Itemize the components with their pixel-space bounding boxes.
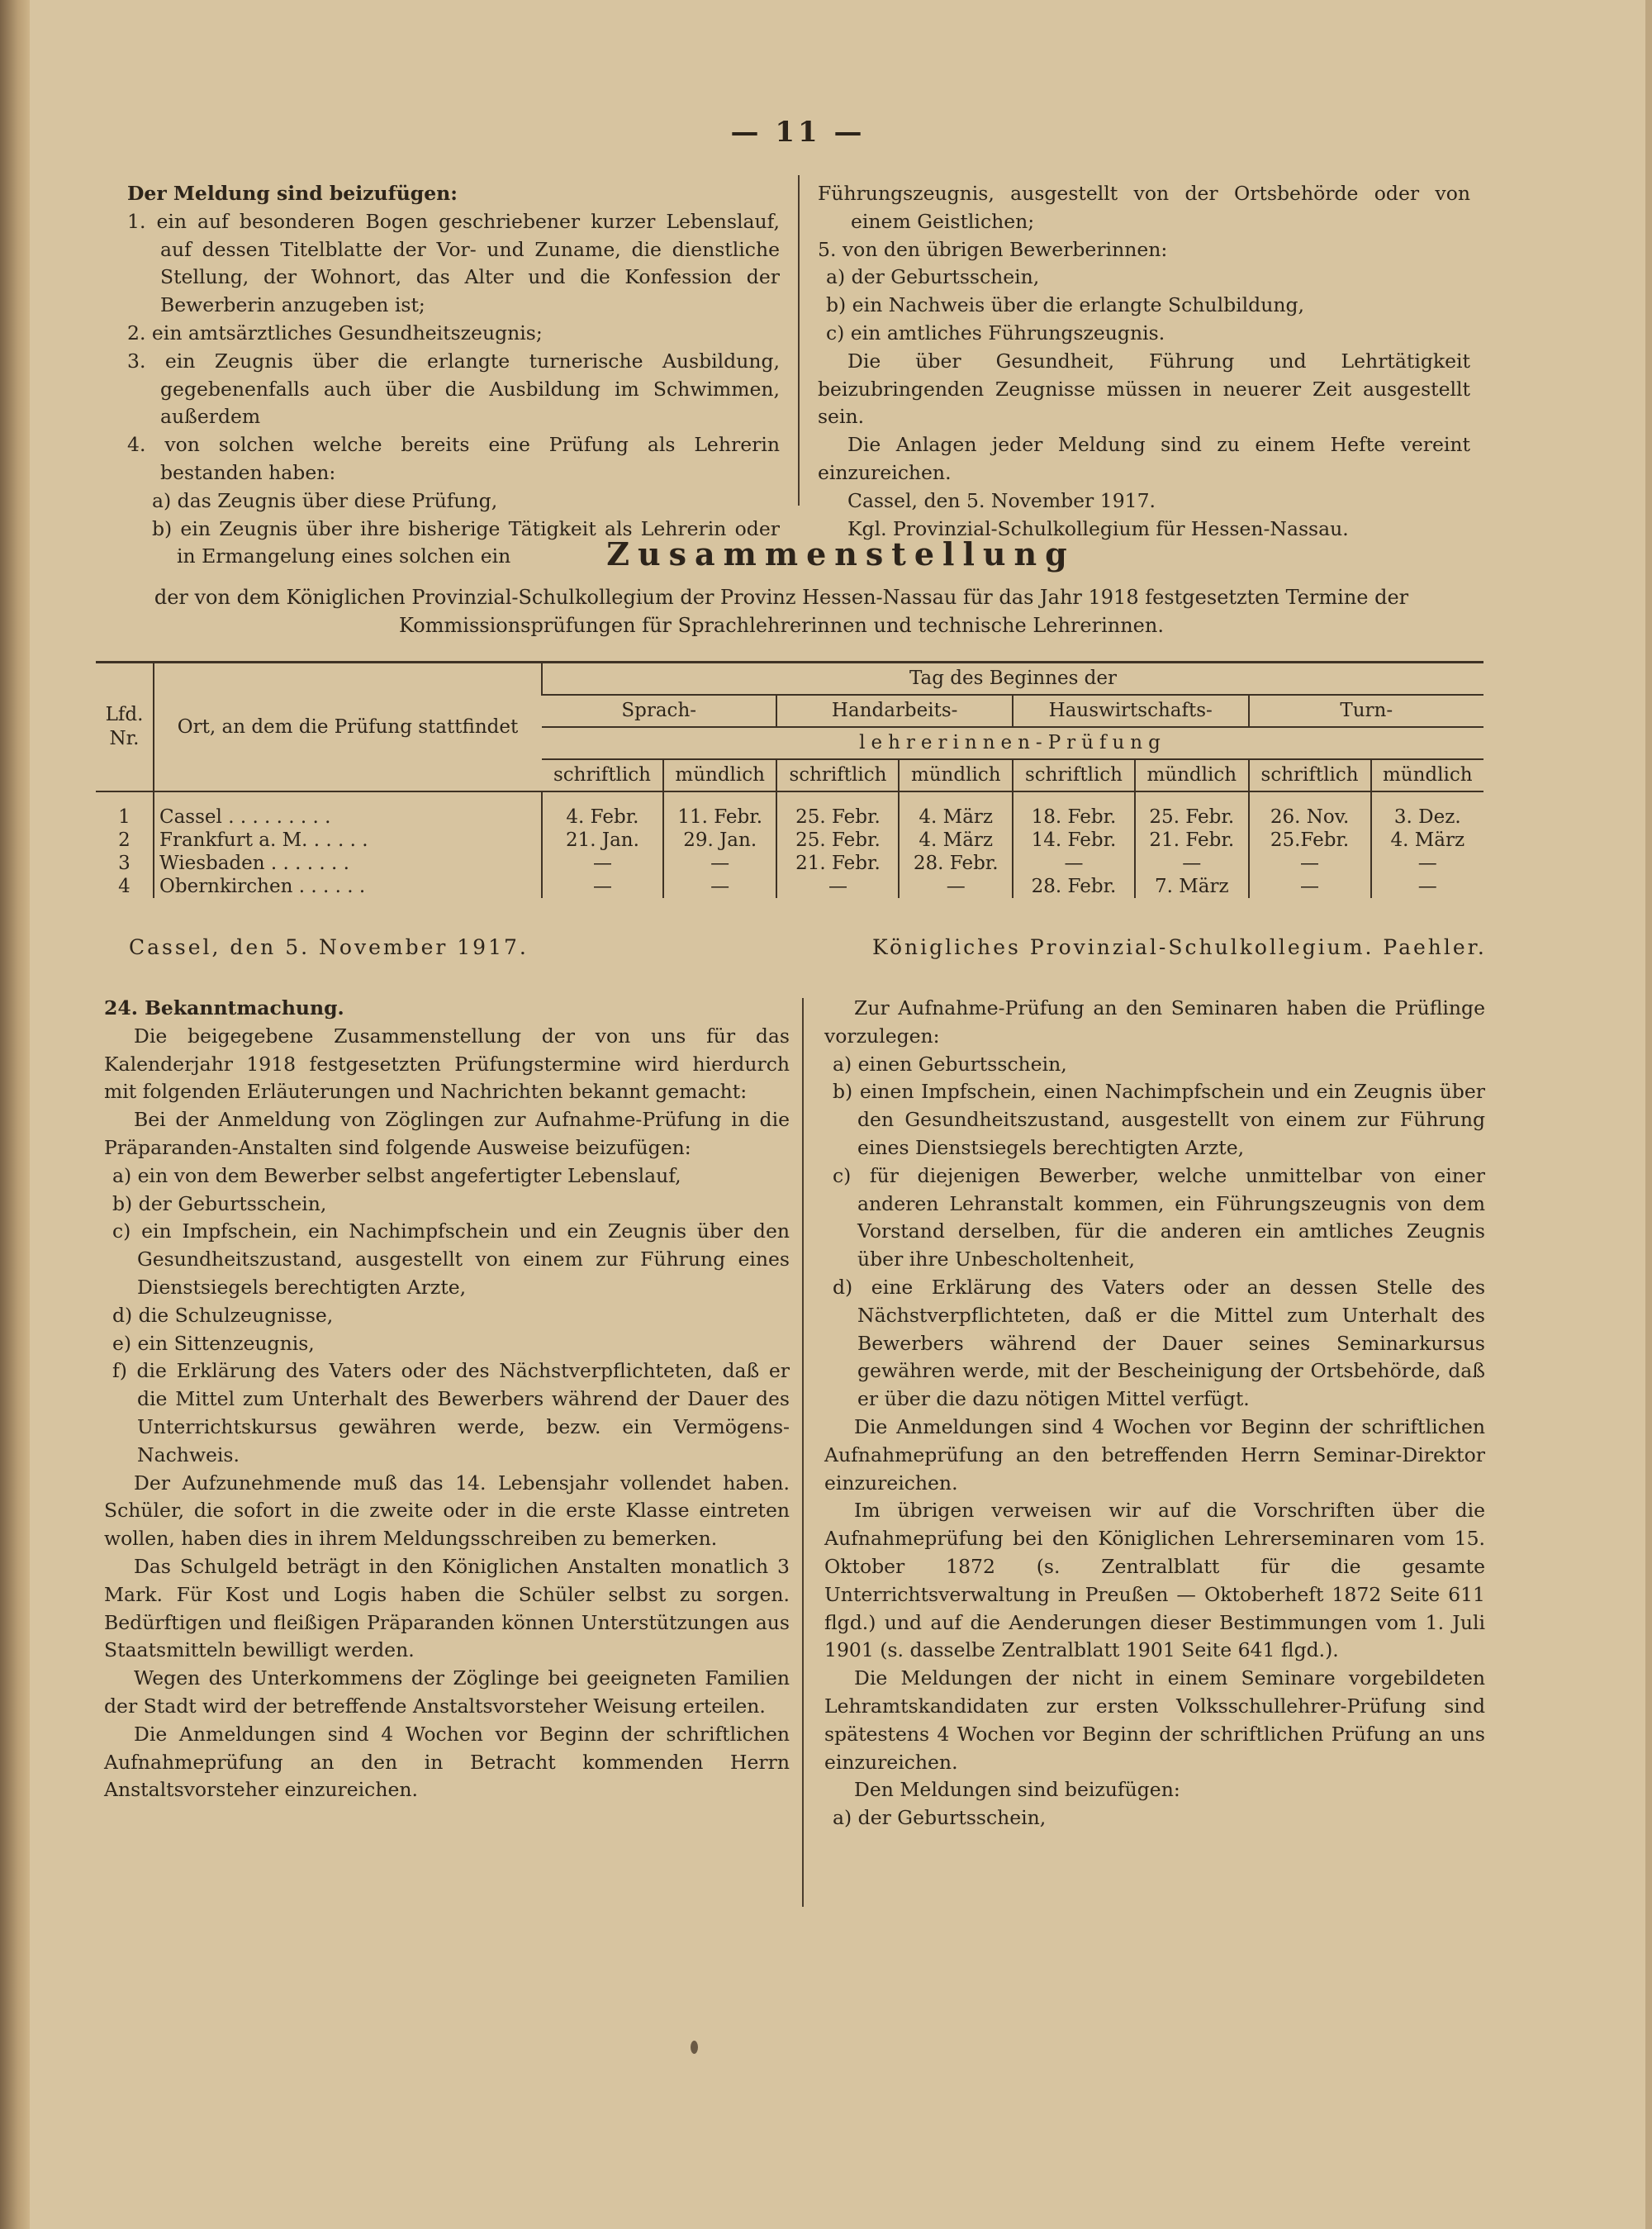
bottom-right-paragraph: Zur Aufnahme-Prüfung an den Seminaren haben die Prüflinge vorzulegen:: [824, 996, 1485, 1048]
cell-date: —: [1249, 852, 1371, 875]
table-row: [96, 829, 1483, 852]
cell-date: 7. März: [1135, 875, 1248, 898]
cell-date: 21. Febr.: [776, 852, 899, 875]
cell-date: —: [1249, 875, 1371, 898]
bottom-left-paragraph: Bei der Anmeldung von Zöglingen zur Aufnahme-Prüfung in die Präparanden-Anstalten sind folgende Ausweise beizufügen:: [104, 1108, 790, 1159]
header-group-hauswirtschaft: Hauswirtschafts-: [1013, 695, 1249, 727]
header-group-sprach: Sprach-: [542, 695, 776, 727]
cell-date: 21. Jan.: [542, 829, 663, 852]
table-row: [96, 875, 1483, 898]
cell-date: 4. März: [899, 829, 1012, 852]
cell-date: 25. Febr.: [776, 829, 899, 852]
bottom-left-paragraph: Die Anmeldungen sind 4 Wochen vor Beginn der schriftlichen Aufnahmeprüfung an den in Betracht kommenden Herrn Anstaltsvorsteher einzureichen.: [104, 1722, 790, 1802]
cell-ort: Cassel . . . . . . . . .: [154, 791, 542, 829]
cell-date: 18. Febr.: [1013, 791, 1135, 829]
cell-date: —: [1371, 875, 1483, 898]
cell-nr: 4: [118, 876, 131, 897]
cell-date: 4. März: [1371, 829, 1483, 852]
bottom-right-paragraph: Die Meldungen der nicht in einem Seminare vorgebildeten Lehramtskandidaten zur ersten Volksschullehrer-Prüfung sind spätestens 4 Wochen vor Beginn der schriftlichen Prüfung an uns einzureichen.: [824, 1666, 1485, 1774]
bottom-left-paragraph: Der Aufzunehmende muß das 14. Lebensjahr vollendet haben. Schüler, die sofort in die zweite oder in die erste Klasse eintreten wollen, haben dies in ihrem Meldungsschreiben zu bemerken.: [104, 1471, 790, 1551]
bottom-right-paragraph: b) einen Impfschein, einen Nachimpfschein und ein Zeugnis über den Gesundheitszustand, ausgestellt von einem zur Führung eines Dienstsiegels berechtigten Arzte,: [833, 1080, 1485, 1159]
top-right-column: [818, 180, 1470, 543]
cell-date: 28. Febr.: [1013, 875, 1135, 898]
cell-date: 25.Febr.: [1249, 829, 1371, 852]
bottom-left-paragraph: Wegen des Unterkommens der Zöglinge bei geeigneten Familien der Stadt wird der betreffende Anstaltsvorsteher Weisung erteilen.: [104, 1666, 790, 1718]
header-lfd-nr: Lfd. Nr.: [96, 663, 154, 792]
ink-blot: [691, 2041, 698, 2054]
bottom-right-paragraph: Die Anmeldungen sind 4 Wochen vor Beginn der schriftlichen Aufnahmeprüfung an den betreffenden Herrn Seminar-Direktor einzureichen.: [824, 1414, 1485, 1495]
top-left-paragraph: Der Meldung sind beizufügen:: [127, 182, 458, 205]
bottom-right-column: [824, 995, 1485, 1832]
header-muendlich: mündlich: [1135, 759, 1248, 791]
cell-ort: Wiesbaden . . . . . . .: [154, 852, 542, 875]
cell-nr: 2: [118, 829, 131, 851]
top-right-paragraph: Die über Gesundheit, Führung und Lehrtätigkeit beizubringenden Zeugnisse müssen in neuerer Zeit ausgestellt sein.: [818, 349, 1470, 429]
cell-date: —: [1135, 852, 1248, 875]
exam-schedule-table: [96, 661, 1483, 898]
header-ort: Ort, an dem die Prüfung stattfindet: [154, 663, 542, 792]
top-left-paragraph: b) ein Zeugnis über ihre bisherige Tätigkeit als Lehrerin oder in Ermangelung eines solchen ein: [152, 516, 780, 568]
cell-date: 25. Febr.: [776, 791, 899, 829]
top-left-paragraph: 4. von solchen welche bereits eine Prüfung als Lehrerin bestanden haben:: [127, 433, 780, 484]
cell-date: 14. Febr.: [1013, 829, 1135, 852]
bottom-left-paragraph: a) ein von dem Bewerber selbst angefertigter Lebenslauf,: [112, 1163, 681, 1187]
top-right-paragraph: Kgl. Provinzial-Schulkollegium für Hessen-Nassau.: [847, 516, 1349, 540]
bottom-left-paragraph: d) die Schulzeugnisse,: [112, 1303, 334, 1327]
bottom-right-paragraph: a) der Geburtsschein,: [833, 1806, 1047, 1830]
table-subtitle: der von dem Königlichen Provinzial-Schulkollegium der Provinz Hessen-Nassau für das Jahr 1918 festgesetzten Termine der Kommissionsprüfungen für Sprachlehrerinnen und technische Lehrerinnen.: [154, 586, 1409, 637]
header-schriftlich: schriftlich: [776, 759, 899, 791]
bottom-right-paragraph: Im übrigen verweisen wir auf die Vorschriften über die Aufnahmeprüfung bei den Königlichen Lehrerseminaren vom 15. Oktober 1872 (s. Zentralblatt für die gesamte Unterrichtsverwaltung in Preußen — Oktoberheft 1872 Seite 611 flgd.) und auf die Aenderungen dieser Bestimmungen vom 1. Juli 1901 (s. dasselbe Zentralblatt 1901 Seite 641 flgd.).: [824, 1499, 1485, 1662]
cell-date: —: [542, 875, 663, 898]
top-left-column: [127, 180, 780, 571]
top-right-paragraph: a) der Geburtsschein,: [826, 265, 1040, 289]
cell-date: —: [776, 875, 899, 898]
cell-date: —: [542, 852, 663, 875]
page-number: — 11 —: [730, 116, 866, 149]
column-divider-top: [798, 175, 800, 506]
cell-ort: Frankfurt a. M. . . . . .: [154, 829, 542, 852]
column-divider-bottom: [802, 998, 804, 1907]
bottom-left-paragraph: Das Schulgeld beträgt in den Königlichen Anstalten monatlich 3 Mark. Für Kost und Logis haben die Schüler selbst zu sorgen. Bedürftigen und fleißigen Präparanden können Unterstützungen aus Staatsmitteln bewilligt werden.: [104, 1554, 790, 1662]
cell-date: 25. Febr.: [1135, 791, 1248, 829]
top-right-paragraph: c) ein amtliches Führungszeugnis.: [826, 321, 1165, 345]
cell-date: —: [899, 875, 1012, 898]
bottom-left-paragraph: b) der Geburtsschein,: [112, 1191, 327, 1215]
bottom-left-paragraph: e) ein Sittenzeugnis,: [112, 1331, 315, 1355]
header-group-handarbeit: Handarbeits-: [776, 695, 1013, 727]
cell-date: 29. Jan.: [663, 829, 776, 852]
bottom-left-paragraph: Die beigegebene Zusammenstellung der von uns für das Kalenderjahr 1918 festgesetzten Prüfungstermine wird hierdurch mit folgenden Erläuterungen und Nachrichten bekannt gemacht:: [104, 1024, 790, 1104]
bottom-left-paragraph: f) die Erklärung des Vaters oder des Nächstverpflichteten, daß er die Mittel zum Unterhalt des Bewerbers während der Dauer des Unterrichtskursus gewähren werde, bezw. ein Vermögens-Nachweis.: [112, 1359, 790, 1466]
cell-date: —: [1013, 852, 1135, 875]
cell-nr: 3: [118, 853, 131, 874]
top-right-paragraph: b) ein Nachweis über die erlangte Schulbildung,: [826, 293, 1304, 317]
cell-date: 28. Febr.: [899, 852, 1012, 875]
signature-authority: Königliches Provinzial-Schulkollegium. Paehler.: [872, 935, 1487, 959]
cell-date: 11. Febr.: [663, 791, 776, 829]
header-group-turn: Turn-: [1249, 695, 1483, 727]
bottom-left-paragraph: c) ein Impfschein, ein Nachimpfschein und ein Zeugnis über den Gesundheitszustand, ausgestellt von einem zur Führung eines Dienstsiegels berechtigten Arzte,: [112, 1219, 790, 1299]
cell-date: —: [663, 875, 776, 898]
cell-date: 26. Nov.: [1249, 791, 1371, 829]
header-muendlich: mündlich: [1371, 759, 1483, 791]
header-muendlich: mündlich: [663, 759, 776, 791]
header-schriftlich: schriftlich: [1013, 759, 1135, 791]
cell-ort: Obernkirchen . . . . . .: [154, 875, 542, 898]
bottom-right-paragraph: d) eine Erklärung des Vaters oder an dessen Stelle des Nächstverpflichteten, daß er die Mittel zum Unterhalt des Bewerbers während der Dauer seines Seminarkursus gewähren werde, mit der Bescheinigung der Ortsbehörde, daß er über die dazu nötigen Mittel verfügt.: [833, 1275, 1485, 1411]
bottom-left-paragraph: 24. Bekanntmachung.: [104, 996, 344, 1019]
bottom-right-paragraph: c) für diejenigen Bewerber, welche unmittelbar von einer anderen Lehranstalt kommen, ein Führungszeugnis von dem Vorstand derselben, für die anderen ein amtliches Zeugnis über ihre Unbescholtenheit,: [833, 1163, 1485, 1271]
top-right-paragraph: 5. von den übrigen Bewerberinnen:: [818, 237, 1168, 261]
header-group-suffix: lehrerinnen-Prüfung: [542, 727, 1483, 759]
cell-date: 4. März: [899, 791, 1012, 829]
top-right-paragraph: Führungszeugnis, ausgestellt von der Ortsbehörde oder von einem Geistlichen;: [818, 182, 1470, 233]
header-schriftlich: schriftlich: [1249, 759, 1371, 791]
top-left-paragraph: 2. ein amtsärztliches Gesundheitszeugnis;: [127, 321, 543, 345]
page-gutter: [0, 0, 30, 2229]
top-right-paragraph: Cassel, den 5. November 1917.: [847, 488, 1156, 512]
cell-date: —: [1371, 852, 1483, 875]
page-edge: [1645, 0, 1652, 2229]
document-page: [30, 0, 1652, 2229]
header-tag: Tag des Beginnes der: [542, 663, 1483, 696]
header-muendlich: mündlich: [899, 759, 1012, 791]
signature-date: Cassel, den 5. November 1917.: [129, 935, 529, 959]
bottom-right-paragraph: Den Meldungen sind beizufügen:: [854, 1778, 1180, 1802]
cell-date: 4. Febr.: [542, 791, 663, 829]
header-schriftlich: schriftlich: [542, 759, 663, 791]
schedule-body: [96, 791, 1483, 898]
top-right-paragraph: Die Anlagen jeder Meldung sind zu einem Hefte vereint einzureichen.: [818, 433, 1470, 484]
cell-nr: 1: [118, 806, 131, 828]
table-title: Zusammenstellung: [606, 535, 1075, 573]
top-left-paragraph: 3. ein Zeugnis über die erlangte turnerische Ausbildung, gegebenenfalls auch über die Ausbildung im Schwimmen, außerdem: [127, 349, 780, 429]
cell-date: 21. Febr.: [1135, 829, 1248, 852]
bottom-right-paragraph: a) einen Geburtsschein,: [833, 1052, 1067, 1076]
cell-date: 3. Dez.: [1371, 791, 1483, 829]
table-row: [96, 852, 1483, 875]
top-left-paragraph: a) das Zeugnis über diese Prüfung,: [152, 488, 498, 512]
cell-date: —: [663, 852, 776, 875]
table-row: [96, 791, 1483, 829]
top-left-paragraph: 1. ein auf besonderen Bogen geschriebener kurzer Lebenslauf, auf dessen Titelblatte der Vor- und Zuname, die dienstliche Stellung, der Wohnort, das Alter und die Konfession der Bewerberin anzugeben ist;: [127, 209, 780, 317]
bottom-left-column: [104, 995, 790, 1804]
